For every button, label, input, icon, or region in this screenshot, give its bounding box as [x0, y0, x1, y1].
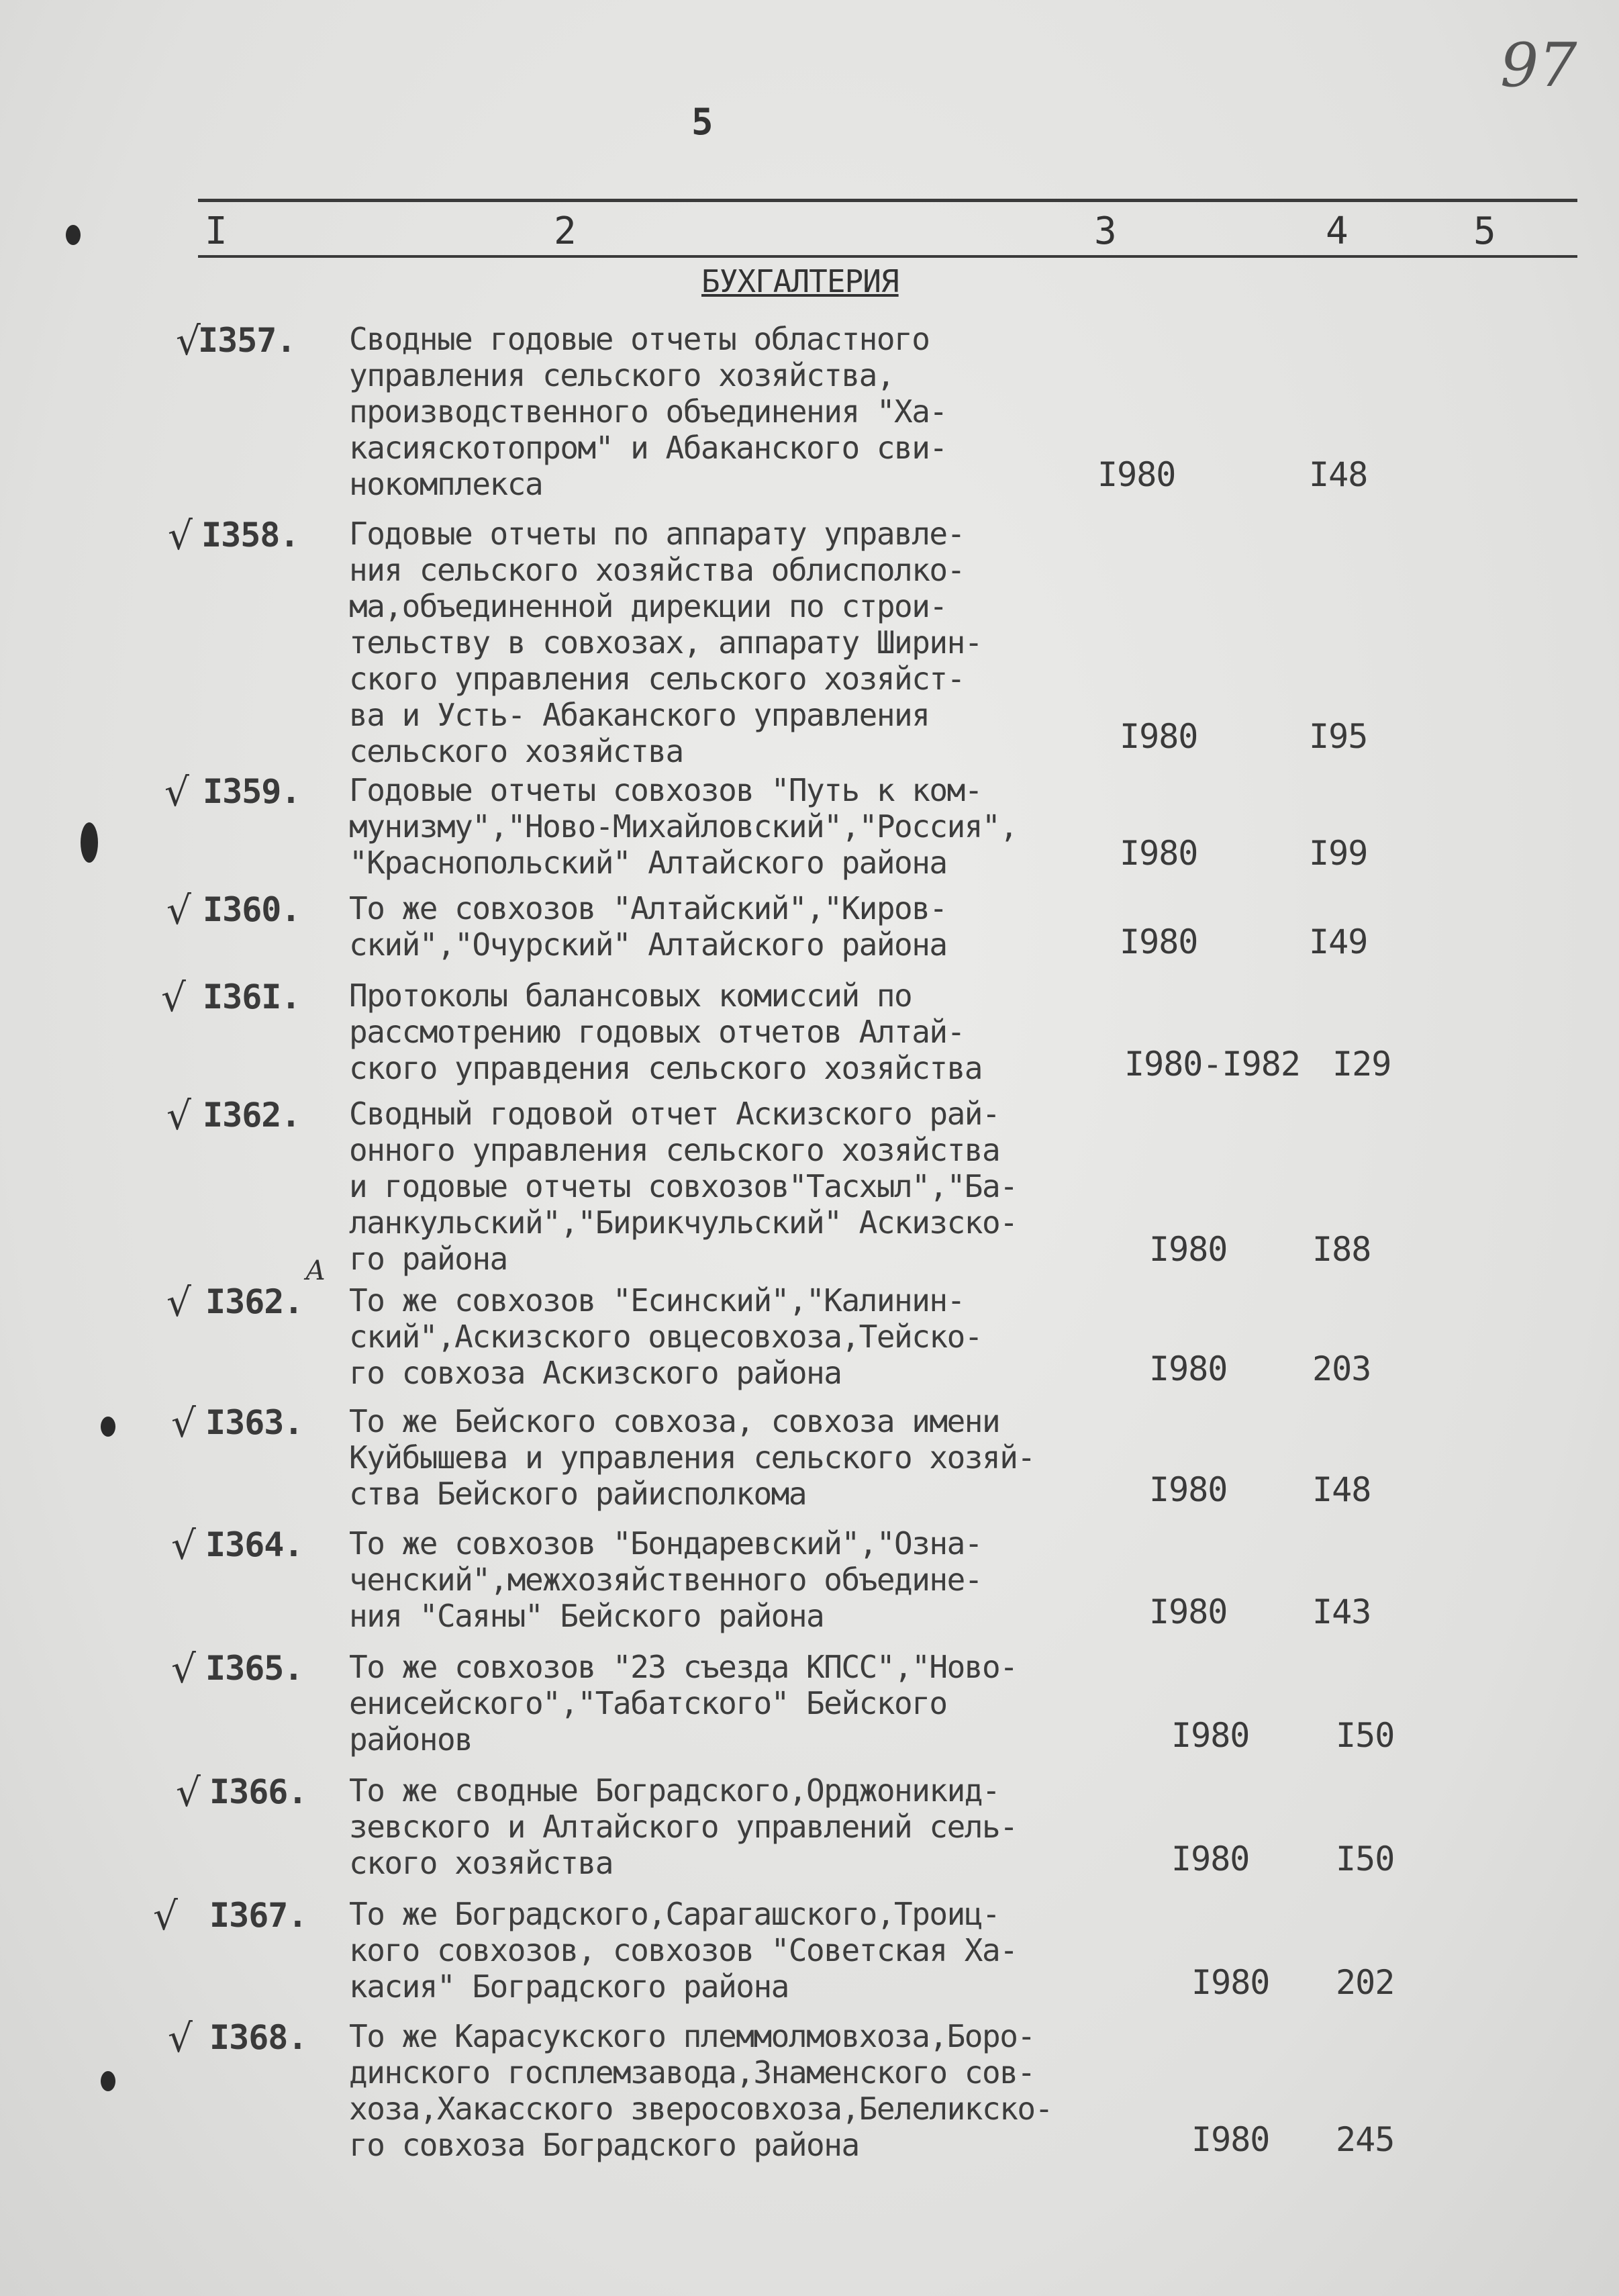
entry-sheet-count: I29: [1332, 1045, 1391, 1084]
entry-description: Сводные годовые отчеты областного управления сельского хозяйства, производственного объединения "Ха- касияскотопром" и Абаканского сви- нокомплекса: [349, 321, 947, 502]
entry-description: То же Боградского,Сарагашского,Троиц- кого совхозов, совхозов "Советская Ха- касия" Боградского района: [349, 1896, 1018, 2005]
table-top-rule: [198, 199, 1577, 202]
check-mark-icon: √: [153, 1893, 178, 1939]
entry-year: I980: [1149, 1349, 1228, 1388]
entry-sheet-count: 203: [1312, 1349, 1371, 1388]
binding-hole-mark: [101, 1417, 115, 1437]
entry-sheet-count: I99: [1309, 834, 1368, 873]
binding-hole-mark: [81, 822, 98, 863]
entry-sheet-count: I48: [1312, 1470, 1371, 1509]
check-mark-icon: √: [171, 1646, 196, 1692]
entry-year: I980: [1171, 1839, 1250, 1878]
entry-year: I980: [1149, 1470, 1228, 1509]
table-header-rule: [198, 255, 1577, 258]
check-mark-icon: √: [168, 513, 193, 559]
entry-number: I360.: [203, 890, 301, 929]
entry-number: I364.: [205, 1525, 303, 1564]
column-header-1: I: [205, 209, 228, 253]
entry-sheet-count: I48: [1309, 455, 1368, 494]
check-mark-icon: √: [161, 975, 186, 1020]
entry-sheet-count: I50: [1336, 1716, 1395, 1755]
entry-number: I359.: [203, 772, 301, 811]
check-mark-icon: √: [168, 2015, 193, 2061]
entry-number: I367.: [209, 1896, 307, 1935]
entry-number: I362.: [203, 1096, 301, 1135]
entry-year: I980: [1120, 834, 1198, 873]
column-header-2: 2: [554, 209, 577, 253]
column-header-4: 4: [1326, 209, 1348, 253]
check-mark-icon: √: [176, 1770, 201, 1815]
handwritten-page-number: 97: [1500, 30, 1577, 101]
entry-number: I363.: [205, 1403, 303, 1442]
entry-number: I357.: [198, 321, 296, 360]
entry-sheet-count: I88: [1312, 1230, 1371, 1269]
entry-year: I980: [1149, 1230, 1228, 1269]
binding-hole-mark: [101, 2071, 115, 2091]
check-mark-icon: √: [166, 888, 191, 933]
entry-number: I365.: [205, 1649, 303, 1688]
entry-number: I36I.: [203, 977, 301, 1016]
check-mark-icon: √: [171, 1400, 196, 1446]
entry-year: I980: [1171, 1716, 1250, 1755]
check-mark-icon: √: [176, 318, 201, 364]
entry-description: То же Бейского совхоза, совхоза имени Куйбышева и управления сельского хозяй- ства Бейского райисполкома: [349, 1403, 1035, 1512]
entry-year: I980: [1120, 717, 1198, 756]
entry-number: I362.: [205, 1282, 303, 1321]
entry-description: Протоколы балансовых комиссий по рассмотрению годовых отчетов Алтай- ского управдения сельского хозяйства: [349, 977, 982, 1086]
column-header-5: 5: [1473, 209, 1496, 253]
page-number: 5: [691, 101, 714, 143]
check-mark-icon: √: [164, 769, 189, 815]
entry-description: То же совхозов "Алтайский","Киров- ский","Очурский" Алтайского района: [349, 890, 947, 963]
check-mark-icon: √: [171, 1523, 196, 1568]
entry-sheet-count: 202: [1336, 1963, 1395, 2002]
entry-sheet-count: I43: [1312, 1592, 1371, 1631]
entry-number: I358.: [201, 516, 299, 555]
entry-year: I980: [1191, 1963, 1270, 2002]
entry-description: Годовые отчеты совхозов "Путь к ком- мунизму","Ново-Михайловский","Россия", "Краснопольский" Алтайского района: [349, 772, 1018, 881]
entry-year: I980: [1097, 455, 1176, 494]
entry-sheet-count: I50: [1336, 1839, 1395, 1878]
entry-description: Годовые отчеты по аппарату управле- ния сельского хозяйства облисполко- ма,объединенной дирекции по строи- тельству в совхозах, аппарату Ширин- ского управления сельского хозяйст- ва и Усть- Абаканского управления сельского хозяйства: [349, 516, 982, 769]
entry-description: То же Карасукского племмолмовхоза,Боро- динского госплемзавода,Знаменского сов- хоза,Хакасского зверосовхоза,Белеликско- го совхоза Боградского района: [349, 2018, 1052, 2163]
entry-year: I980: [1149, 1592, 1228, 1631]
section-title: БУХГАЛТЕРИЯ: [701, 263, 899, 299]
check-mark-icon: √: [166, 1280, 191, 1325]
entry-description: То же сводные Боградского,Орджоникид- зевского и Алтайского управлений сель- ского хозяйства: [349, 1772, 1018, 1881]
entry-sheet-count: 245: [1336, 2120, 1395, 2159]
entry-sheet-count: I49: [1309, 922, 1368, 961]
entry-description: То же совхозов "Есинский","Калинин- ский",Аскизского овцесовхоза,Тейско- го совхоза Аскизского района: [349, 1282, 982, 1391]
binding-hole-mark: [66, 225, 81, 245]
entry-description: То же совхозов "Бондаревский","Озна- ченский",межхозяйственного объедине- ния "Саяны" Бейского района: [349, 1525, 982, 1634]
entry-description: То же совхозов "23 съезда КПСС","Ново- енисейского","Табатского" Бейского районов: [349, 1649, 1018, 1758]
entry-number-superscript: А: [305, 1255, 326, 1286]
entry-year: I980: [1120, 922, 1198, 961]
entry-description: Сводный годовой отчет Аскизского рай- онного управления сельского хозяйства и годовые отчеты совхозов"Тасхыл","Ба- ланкульский","Бирикчульский" Аскизско- го района: [349, 1096, 1018, 1277]
entry-sheet-count: I95: [1309, 717, 1368, 756]
entry-number: I366.: [209, 1772, 307, 1811]
entry-year: I980: [1191, 2120, 1270, 2159]
check-mark-icon: √: [166, 1093, 191, 1139]
entry-year: I980-I982: [1124, 1045, 1300, 1084]
entry-number: I368.: [209, 2018, 307, 2057]
column-header-3: 3: [1094, 209, 1117, 253]
